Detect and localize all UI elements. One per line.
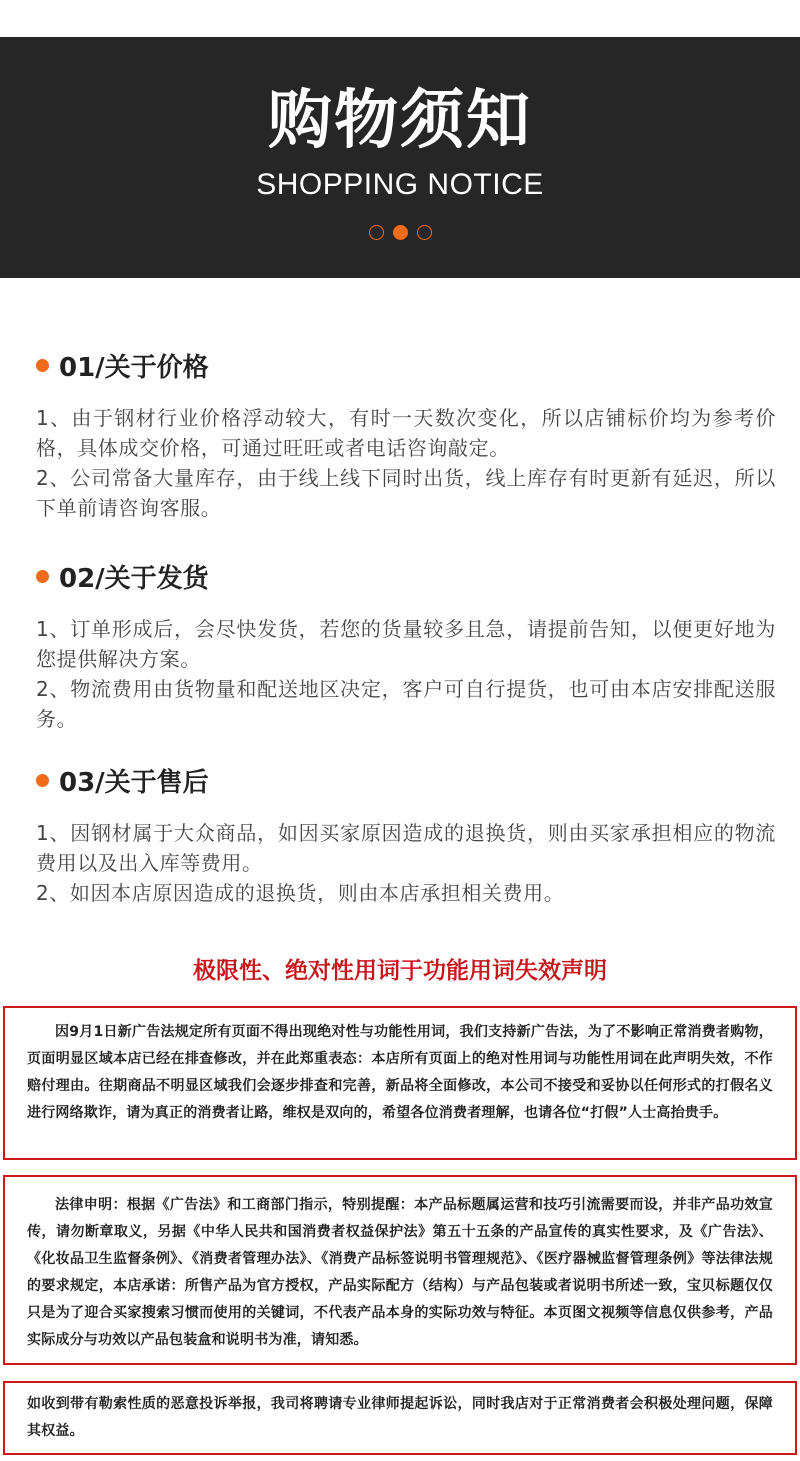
disclaimer-text: 如收到带有勒索性质的恶意投诉举报，我司将聘请专业律师提起诉讼，同时我店对于正常消费者会积极处理问题，保障其权益。 xyxy=(27,1396,773,1439)
dot-outline-icon xyxy=(417,225,432,240)
page-title: 购物须知 xyxy=(268,84,532,158)
section-paragraph: 2、如因本店原因造成的退换货，则由本店承担相关费用。 xyxy=(36,881,565,905)
dot-outline-icon xyxy=(369,225,384,240)
disclaimer-text: 因9月1日新广告法规定所有页面不得出现绝对性与功能性用词，我们支持新广告法，为了不影响正常消费者购物，页面明显区域本店已经在排查修改，并在此郑重表态：本店所有页面上的绝对性用词与功能性用词在此声明失效，不作赔付理由。往期商品不明显区域我们会逐步排查和完善，新品将全面修改，本公司不接受和妥协以任何形式的打假名义进行网络欺诈，请为真正的消费者让路，维权是双向的，希望各位消费者理解，也请各位“打假”人士高抬贵手。 xyxy=(27,1024,773,1121)
page-subtitle: SHOPPING NOTICE xyxy=(256,168,544,201)
section-heading-text: 01/关于价格 xyxy=(59,352,209,383)
section-heading xyxy=(36,762,776,798)
section-paragraph: 2、物流费用由货物量和配送地区决定，客户可自行提货，也可由本店安排配送服务。 xyxy=(36,677,776,731)
disclaimer-box-complaint xyxy=(3,1381,797,1455)
section-content xyxy=(36,403,776,523)
disclaimer-title: 极限性、绝对性用词于功能用词失效声明 xyxy=(193,958,607,984)
section-content xyxy=(36,818,776,908)
section-heading xyxy=(36,558,776,594)
section-heading xyxy=(36,347,776,383)
disclaimer-box-legal xyxy=(3,1175,797,1365)
orange-bullet-icon xyxy=(36,570,49,583)
section-paragraph: 1、因钢材属于大众商品，如因买家原因造成的退换货，则由买家承担相应的物流费用以及出入库等费用。 xyxy=(36,821,776,875)
section-paragraph: 1、由于钢材行业价格浮动较大，有时一天数次变化，所以店铺标价均为参考价格，具体成交价格，可通过旺旺或者电话咨询敲定。 xyxy=(36,406,776,460)
orange-bullet-icon xyxy=(36,774,49,787)
disclaimer-text: 法律申明：根据《广告法》和工商部门指示，特别提醒：本产品标题属运营和技巧引流需要而设，并非产品功效宣传，请勿断章取义，另据《中华人民共和国消费者权益保护法》第五十五条的产品宣传的真实性要求，及《广告法》、《化妆品卫生监督条例》、《消费者管理办法》、《消费产品标签说明书管理规范》、《医疗器械监督管理条例》等法律法规的要求规定，本店承诺：所售产品为官方授权，产品实际配方（结构）与产品包装或者说明书所述一致，宝贝标题仅仅只是为了迎合买家搜索习惯而使用的关键词，不代表产品本身的实际功效与特征。本页图文视频等信息仅供参考，产品实际成分与功效以产品包装盒和说明书为准，请知悉。 xyxy=(27,1197,773,1348)
orange-bullet-icon xyxy=(36,359,49,372)
section-paragraph: 1、订单形成后，会尽快发货，若您的货量较多且急，请提前告知，以便更好地为您提供解决方案。 xyxy=(36,617,776,671)
decorative-dots xyxy=(0,225,800,241)
section-after-sales xyxy=(36,762,776,908)
disclaimer-box-ad-law xyxy=(3,1006,797,1160)
section-heading-text: 02/关于发货 xyxy=(59,563,209,594)
header-banner xyxy=(0,37,800,278)
dot-filled-icon xyxy=(393,225,408,240)
section-price xyxy=(36,347,776,523)
section-heading-text: 03/关于售后 xyxy=(59,767,209,798)
section-content xyxy=(36,614,776,734)
section-paragraph: 2、公司常备大量库存，由于线上线下同时出货，线上库存有时更新有延迟，所以下单前请咨询客服。 xyxy=(36,466,776,520)
section-shipping xyxy=(36,558,776,734)
